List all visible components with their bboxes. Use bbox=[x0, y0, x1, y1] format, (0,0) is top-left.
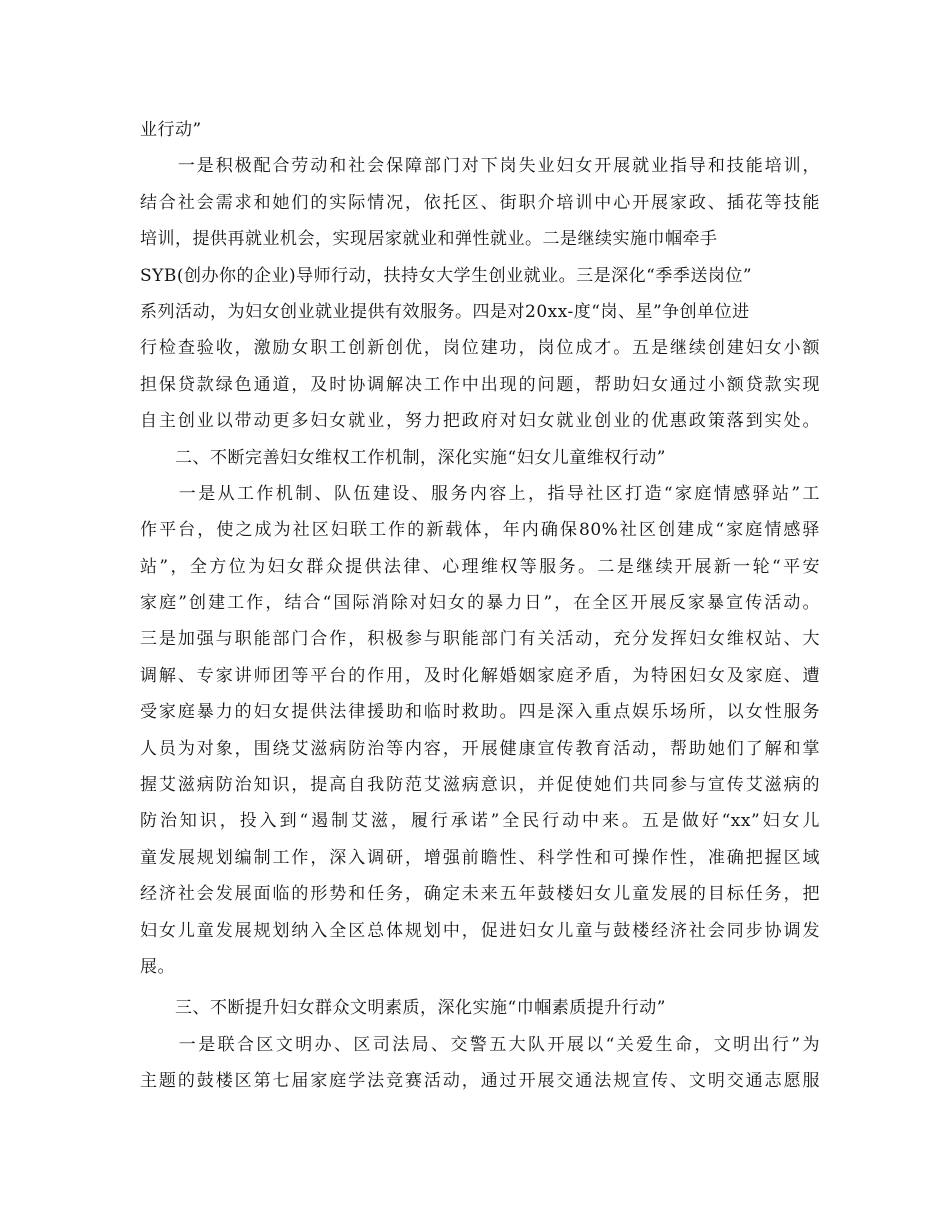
text-line: 展。 bbox=[140, 956, 175, 977]
text-line: 家庭”创建工作，结合“国际消除对妇女的暴力日”，在全区开展反家暴宣传活动。 bbox=[140, 593, 820, 614]
text-line: 受家庭暴力的妇女提供法律援助和临时救助。四是深入重点娱乐场所，以女性服务 bbox=[140, 702, 820, 723]
text-line: 防治知识，投入到“遏制艾滋，履行承诺”全民行动中来。五是做好“xx”妇女儿 bbox=[140, 811, 820, 832]
text-line: 业行动” bbox=[140, 120, 202, 140]
text-line: 一是积极配合劳动和社会保障部门对下岗失业妇女开展就业指导和技能培训， bbox=[140, 156, 820, 177]
text-line: 结合社会需求和她们的实际情况，依托区、街职介培训中心开展家政、插花等技能 bbox=[140, 192, 820, 213]
text-line: 担保贷款绿色通道，及时协调解决工作中出现的问题，帮助妇女通过小额贷款实现 bbox=[140, 374, 820, 395]
text-line: 行检查验收，激励女职工创新创优，岗位建功，岗位成才。五是继续创建妇女小额 bbox=[140, 338, 820, 359]
text-line: 人员为对象，围绕艾滋病防治等内容，开展健康宣传教育活动，帮助她们了解和掌 bbox=[140, 738, 820, 759]
text-line: 一是联合区文明办、区司法局、交警五大队开展以“关爱生命，文明出行”为 bbox=[140, 1034, 820, 1055]
text-line: 握艾滋病防治知识，提高自我防范艾滋病意识，并促使她们共同参与宣传艾滋病的 bbox=[140, 775, 820, 796]
text-line: 经济社会发展面临的形势和任务，确定未来五年鼓楼妇女儿童发展的目标任务，把 bbox=[140, 884, 820, 905]
text-line: 自主创业以带动更多妇女就业，努力把政府对妇女就业创业的优惠政策落到实处。 bbox=[140, 411, 820, 432]
section-heading: 三、不断提升妇女群众文明素质，深化实施“巾帼素质提升行动” bbox=[140, 998, 666, 1019]
text-line: 培训，提供再就业机会，实现居家就业和弹性就业。二是继续实施巾帼牵手 bbox=[140, 229, 718, 250]
text-line: 主题的鼓楼区第七届家庭学法竞赛活动，通过开展交通法规宣传、文明交通志愿服 bbox=[140, 1071, 820, 1092]
text-line: 三是加强与职能部门合作，积极参与职能部门有关活动，充分发挥妇女维权站、大 bbox=[140, 629, 820, 650]
section-heading: 二、不断完善妇女维权工作机制，深化实施“妇女儿童维权行动” bbox=[140, 447, 666, 468]
text-line: SYB(创办你的企业)导师行动，扶持女大学生创业就业。三是深化“季季送岗位” bbox=[140, 265, 753, 286]
document-body bbox=[140, 112, 820, 1100]
text-line: 一是从工作机制、队伍建设、服务内容上，指导社区打造“家庭情感驿站”工 bbox=[140, 483, 820, 504]
text-line: 站”，全方位为妇女群众提供法律、心理维权等服务。二是继续开展新一轮“平安 bbox=[140, 556, 820, 577]
text-line: 作平台，使之成为社区妇联工作的新载体，年内确保80%社区创建成“家庭情感驿 bbox=[140, 520, 820, 541]
text-line: 系列活动，为妇女创业就业提供有效服务。四是对20xx-度“岗、星”争创单位进 bbox=[140, 301, 750, 322]
text-line: 调解、专家讲师团等平台的作用，及时化解婚姻家庭矛盾，为特困妇女及家庭、遭 bbox=[140, 665, 820, 686]
text-line: 童发展规划编制工作，深入调研，增强前瞻性、科学性和可操作性，准确把握区域 bbox=[140, 847, 820, 868]
text-line: 妇女儿童发展规划纳入全区总体规划中，促进妇女儿童与鼓楼经济社会同步协调发 bbox=[140, 920, 820, 941]
